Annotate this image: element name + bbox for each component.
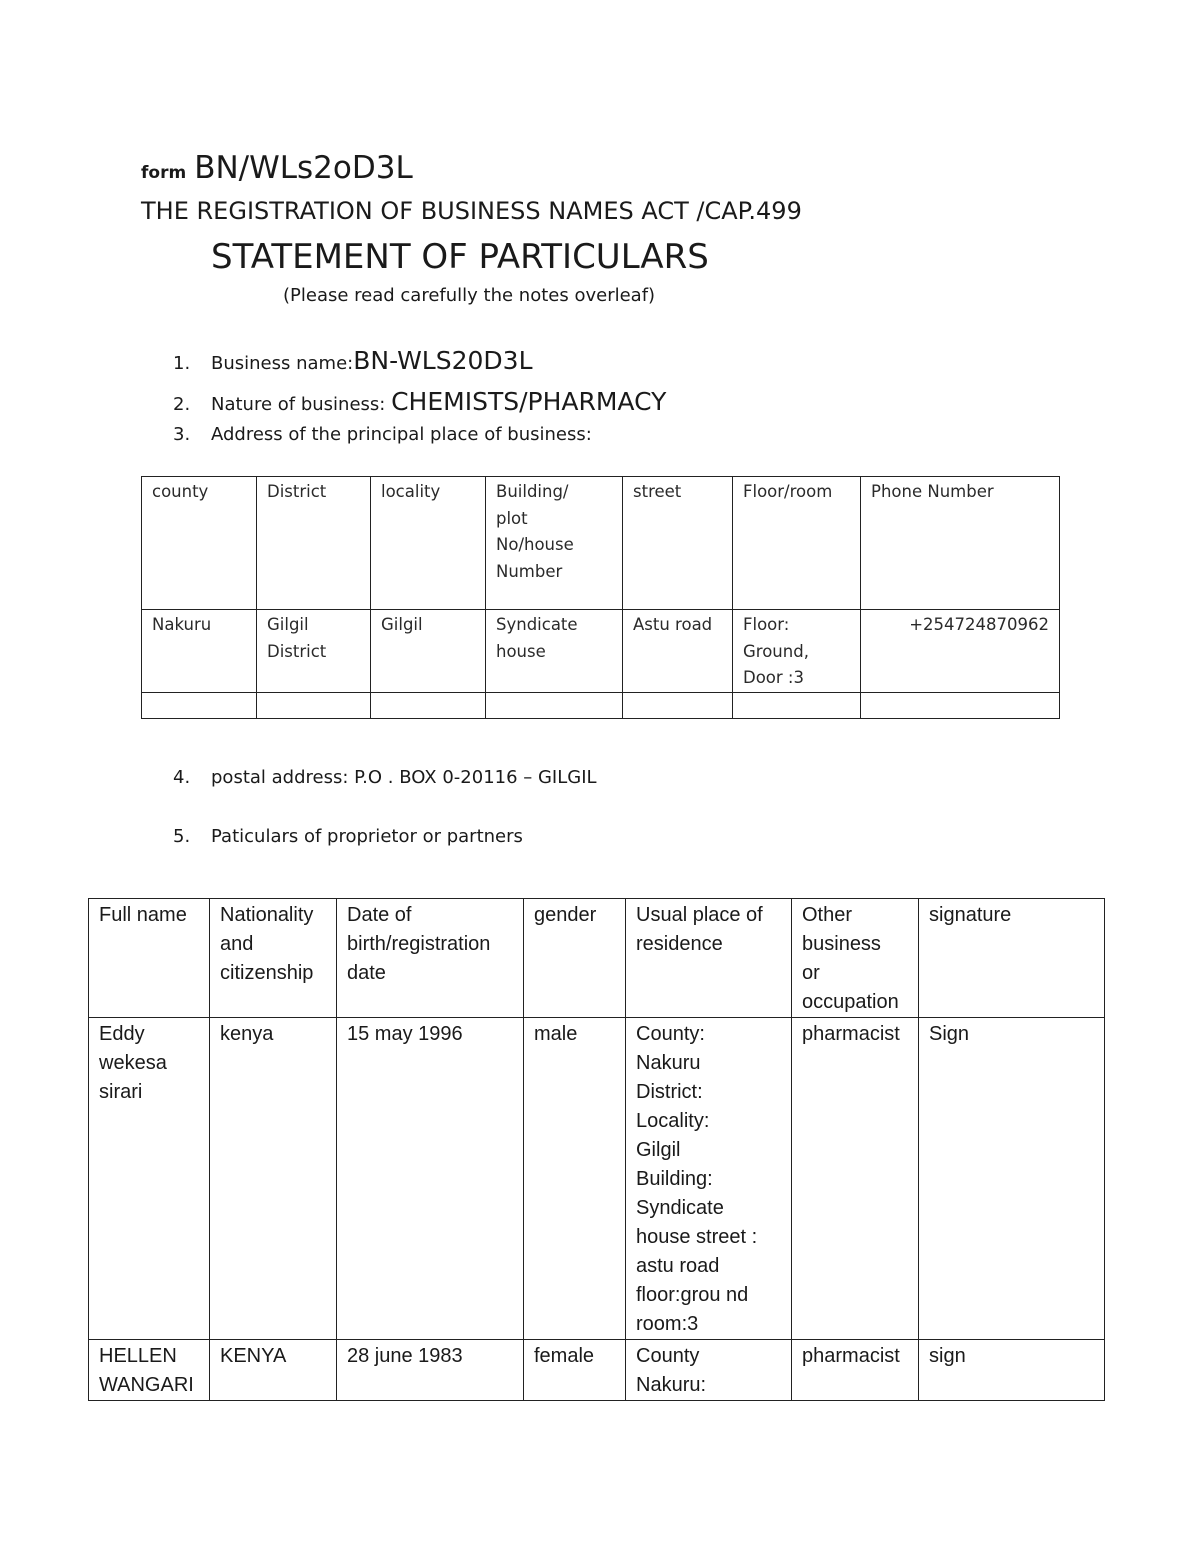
form-label: form: [141, 163, 187, 183]
item-number: 5.: [173, 826, 191, 847]
act-title: THE REGISTRATION OF BUSINESS NAMES ACT /CAP.499: [141, 197, 802, 225]
data-cell: Sign: [919, 1018, 1105, 1340]
header-cell: locality: [371, 477, 486, 610]
data-cell: +254724870962: [861, 610, 1060, 693]
item-label: Address of the principal place of business:: [211, 424, 592, 445]
data-cell: 28 june 1983: [337, 1340, 524, 1401]
data-cell: Astu road: [623, 610, 733, 693]
address-table: [141, 476, 1060, 719]
item-value: CHEMISTS/PHARMACY: [391, 387, 667, 416]
data-cell: sign: [919, 1340, 1105, 1401]
data-cell: County Nakuru:: [626, 1340, 792, 1401]
data-cell: pharmacist: [792, 1018, 919, 1340]
note-text: (Please read carefully the notes overleaf): [283, 285, 656, 306]
data-cell: Gilgil District: [257, 610, 371, 693]
item-label: Paticulars of proprietor or partners: [211, 826, 523, 847]
empty-cell: [142, 692, 257, 718]
item-number: 2.: [173, 394, 191, 415]
empty-cell: [371, 692, 486, 718]
item-business-name: [173, 348, 533, 377]
header-cell: Nationality and citizenship: [210, 899, 337, 1018]
address-header-row: [142, 477, 1060, 610]
data-cell: kenya: [210, 1018, 337, 1340]
data-cell: male: [524, 1018, 626, 1340]
data-cell: Eddy wekesa sirari: [89, 1018, 210, 1340]
partner-row: [89, 1018, 1105, 1340]
data-cell: Gilgil: [371, 610, 486, 693]
header-cell: Usual place of residence: [626, 899, 792, 1018]
partners-header-row: [89, 899, 1105, 1018]
data-cell: County: Nakuru District: Locality: Gilgil Building: Syndicate house street : astu road floor:grou nd room:3: [626, 1018, 792, 1340]
header-cell: Other business or occupation: [792, 899, 919, 1018]
empty-cell: [257, 692, 371, 718]
item-label: Business name:: [211, 353, 354, 374]
partners-table: [88, 898, 1105, 1401]
item-nature-of-business: [173, 389, 666, 418]
partner-row: [89, 1340, 1105, 1401]
header-cell: Floor/room: [733, 477, 861, 610]
header-cell: Date of birth/registration date: [337, 899, 524, 1018]
item-number: 4.: [173, 767, 191, 788]
empty-cell: [733, 692, 861, 718]
form-code-line: [141, 148, 413, 193]
header-cell: signature: [919, 899, 1105, 1018]
header-cell: Phone Number: [861, 477, 1060, 610]
data-cell: female: [524, 1340, 626, 1401]
address-data-row: [142, 610, 1060, 693]
item-label: postal address: P.O . BOX 0-20116 – GILGIL: [211, 767, 597, 788]
header-cell: Full name: [89, 899, 210, 1018]
data-cell: pharmacist: [792, 1340, 919, 1401]
item-principal-address: [173, 422, 592, 448]
item-number: 3.: [173, 424, 191, 445]
data-cell: HELLEN WANGARI: [89, 1340, 210, 1401]
header-cell: county: [142, 477, 257, 610]
item-postal-address: [173, 765, 597, 791]
data-cell: KENYA: [210, 1340, 337, 1401]
header-cell: street: [623, 477, 733, 610]
statement-title: STATEMENT OF PARTICULARS: [211, 237, 709, 277]
item-partners: [173, 824, 523, 850]
empty-cell: [623, 692, 733, 718]
header-cell: Building/ plot No/house Number: [486, 477, 623, 610]
data-cell: 15 may 1996: [337, 1018, 524, 1340]
empty-cell: [861, 692, 1060, 718]
header-cell: District: [257, 477, 371, 610]
item-value: BN-WLS20D3L: [353, 346, 533, 375]
address-empty-row: [142, 692, 1060, 718]
empty-cell: [486, 692, 623, 718]
item-number: 1.: [173, 353, 191, 374]
header-cell: gender: [524, 899, 626, 1018]
form-code: BN/WLs2oD3L: [194, 150, 413, 186]
item-label: Nature of business:: [211, 394, 392, 415]
data-cell: Floor: Ground, Door :3: [733, 610, 861, 693]
data-cell: Nakuru: [142, 610, 257, 693]
data-cell: Syndicate house: [486, 610, 623, 693]
